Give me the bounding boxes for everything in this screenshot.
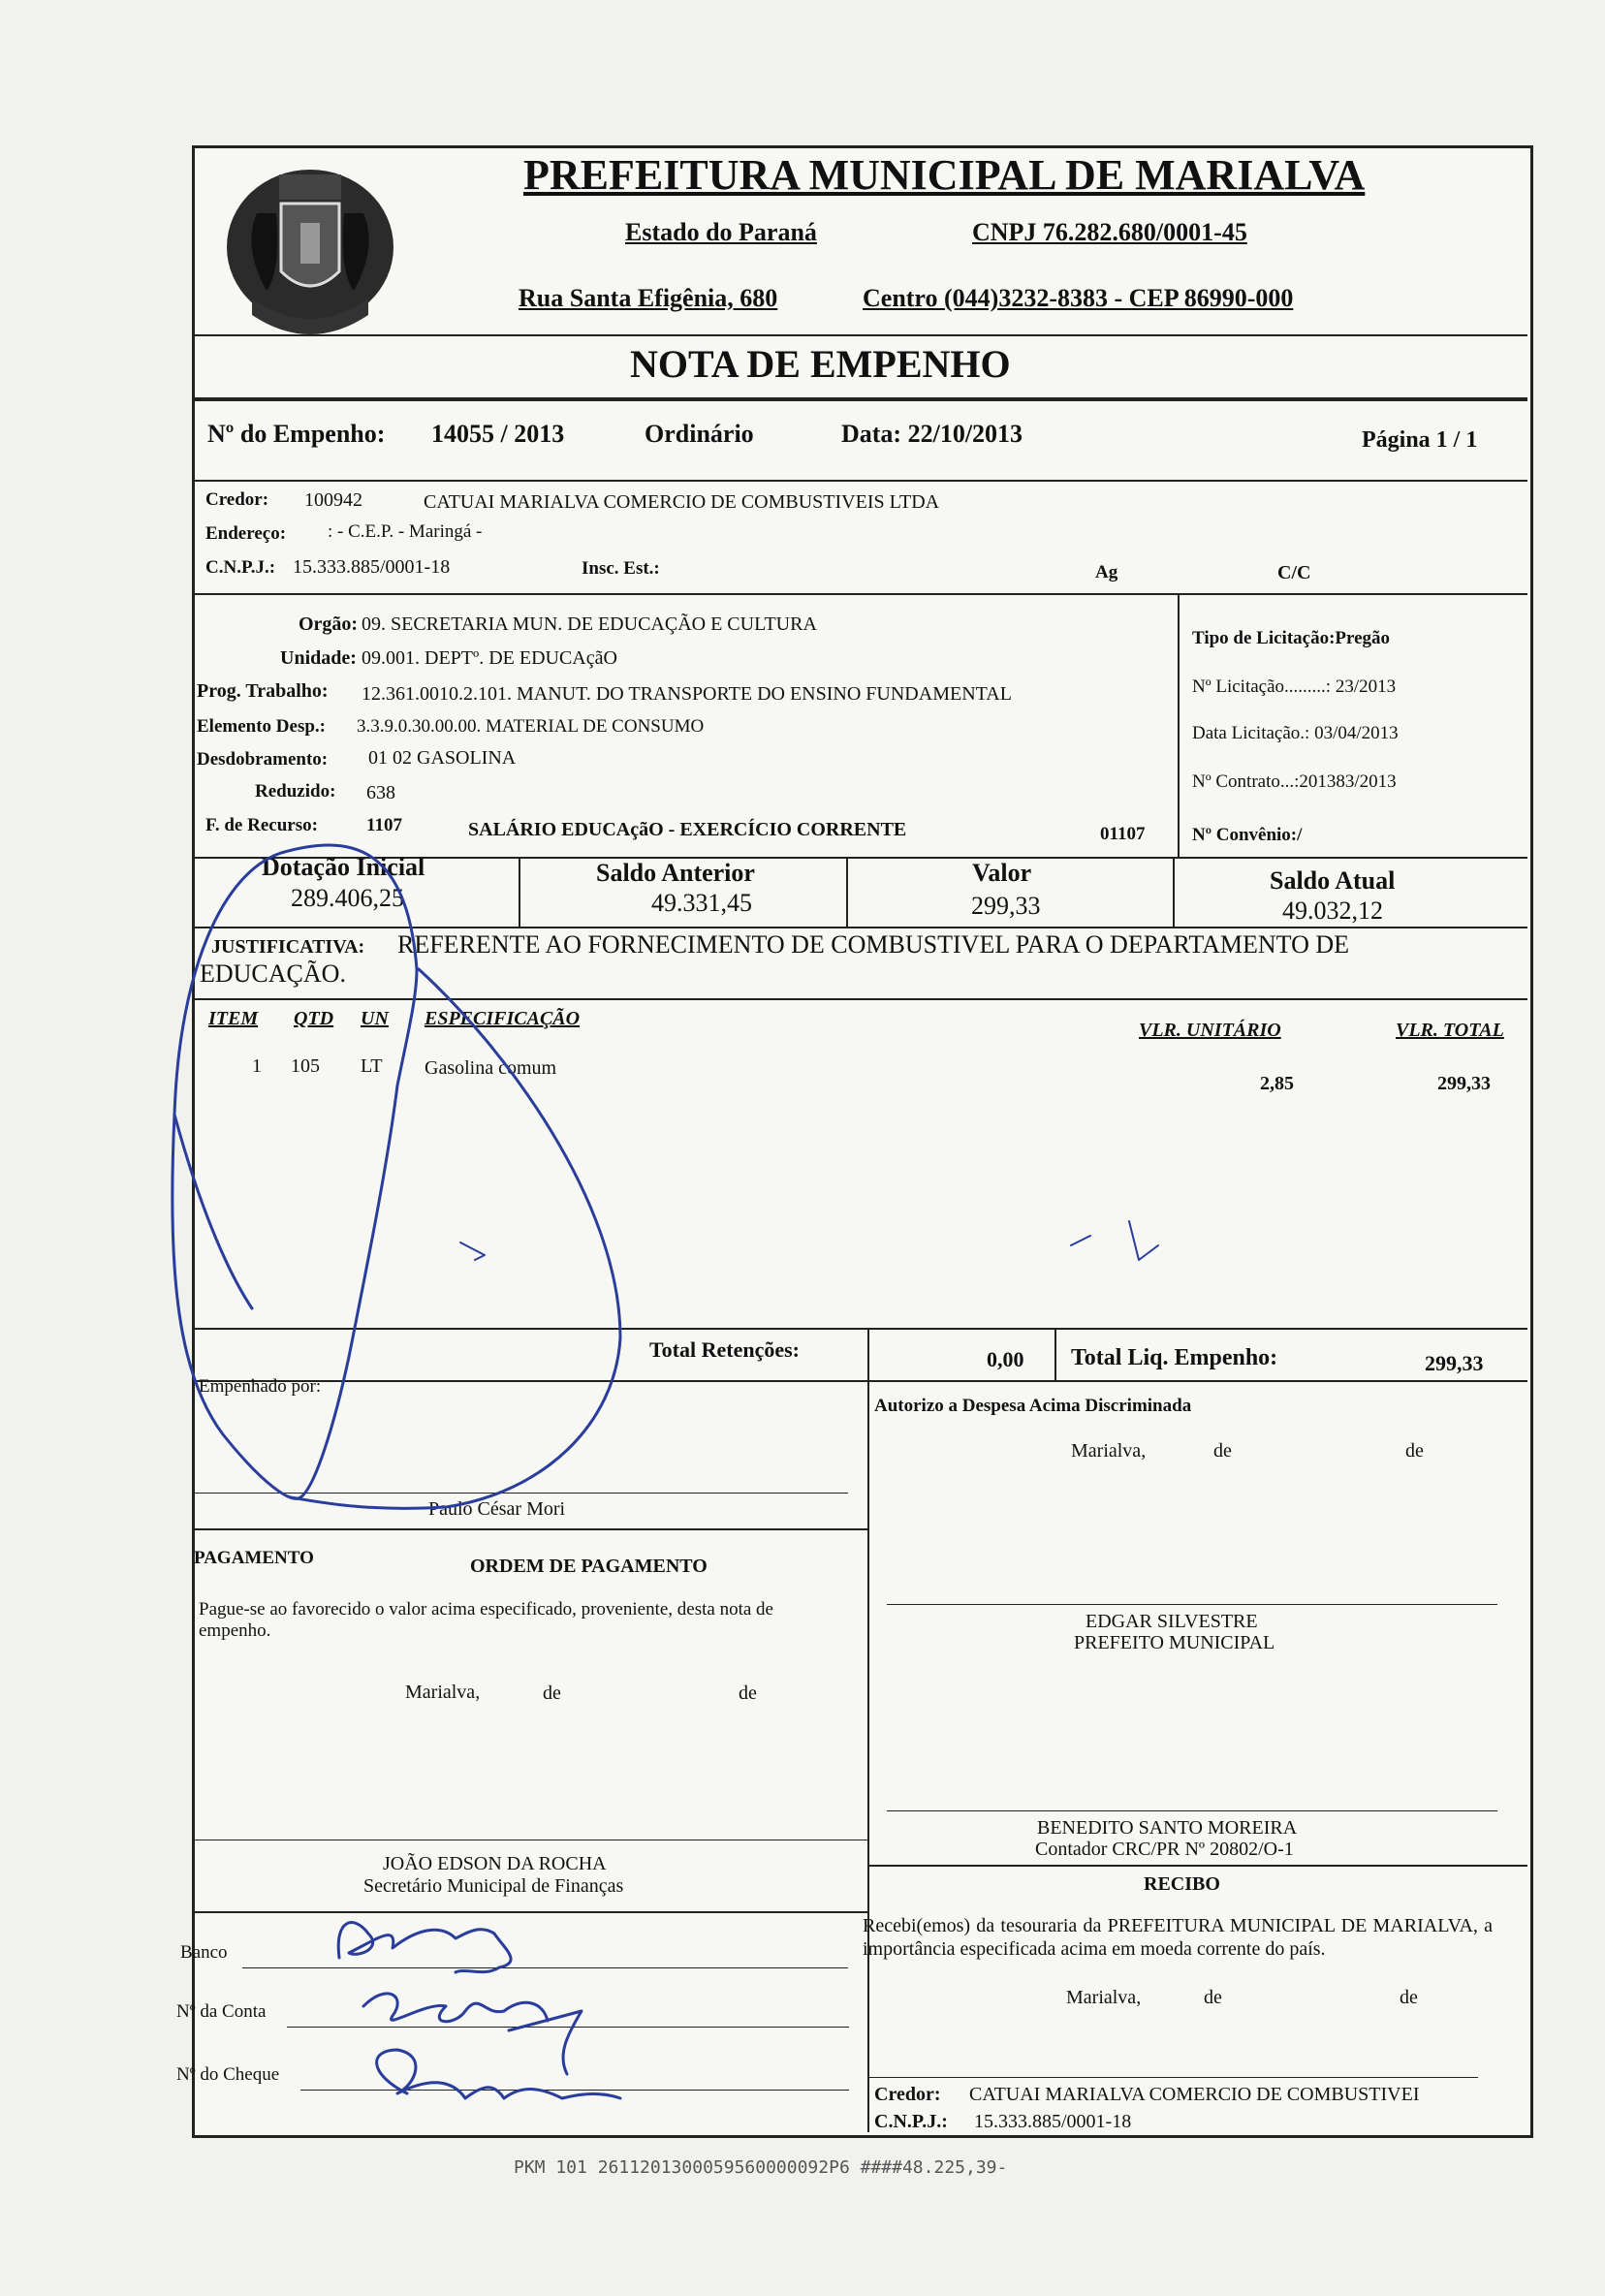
orgao-label: Orgão:: [299, 613, 359, 635]
autorizo-de-2: de: [1405, 1440, 1424, 1462]
licitacao-date: Data Licitação.: 03/04/2013: [1192, 723, 1399, 743]
recibo-cnpj-label: C.N.P.J.:: [874, 2111, 948, 2132]
column-header-item: ITEM: [208, 1008, 259, 1029]
licitacao-number: Nº Licitação.........: 23/2013: [1192, 676, 1397, 697]
creditor-address-label: Endereço:: [205, 523, 287, 544]
pagamento-de-1: de: [543, 1683, 561, 1704]
total-liquido-value: 299,33: [1425, 1351, 1484, 1375]
reduzido-value: 638: [366, 782, 395, 803]
elemento-value: 3.3.9.0.30.00.00. MATERIAL DE CONSUMO: [357, 716, 705, 737]
fonte-recurso-desc: SALÁRIO EDUCAçãO - EXERCÍCIO CORRENTE: [468, 819, 907, 840]
pague-se-text: Pague-se ao favorecido o valor acima especificado, proveniente, desta nota de empenho.: [199, 1599, 773, 1641]
cheque-label: Nº do Cheque: [176, 2064, 280, 2085]
dotacao-inicial-value: 289.406,25: [291, 884, 404, 912]
contador-title: Contador CRC/PR Nº 20802/O-1: [1035, 1839, 1294, 1860]
pagamento-label: PAGAMENTO: [194, 1548, 314, 1568]
prefeito-title: PREFEITO MUNICIPAL: [1074, 1632, 1275, 1653]
recibo-credor-label: Credor:: [874, 2084, 941, 2105]
saldo-atual-label: Saldo Atual: [1270, 866, 1396, 895]
elemento-label: Elemento Desp.:: [197, 716, 326, 737]
bank-stamp: PKM 101 2611201300059560000092P6 ####48.225,39-: [514, 2157, 1008, 2178]
unidade-value: 09.001. DEPTº. DE EDUCAçãO: [362, 647, 617, 669]
account-label: C/C: [1277, 562, 1311, 583]
total-retencoes-label: Total Retenções:: [649, 1337, 800, 1362]
column-header-un: UN: [361, 1008, 389, 1029]
ordem-pagamento-label: ORDEM DE PAGAMENTO: [470, 1556, 708, 1577]
empenho-type: Ordinário: [645, 420, 754, 448]
recibo-city: Marialva,: [1066, 1987, 1142, 2008]
agency-label: Ag: [1095, 562, 1118, 582]
municipality-address: Rua Santa Efigênia, 680: [519, 284, 778, 312]
column-header-vlr-total: VLR. TOTAL: [1396, 1020, 1504, 1041]
saldo-anterior-label: Saldo Anterior: [596, 859, 755, 887]
creditor-name: CATUAI MARIALVA COMERCIO DE COMBUSTIVEIS LTDA: [424, 491, 940, 513]
creditor-address: : - C.E.P. - Maringá -: [328, 521, 483, 542]
justificativa-label: JUSTIFICATIVA:: [211, 936, 365, 958]
total-liquido-label: Total Liq. Empenho:: [1071, 1345, 1278, 1370]
justificativa-text: REFERENTE AO FORNECIMENTO DE COMBUSTIVEL PARA O DEPARTAMENTO DE: [397, 930, 1350, 959]
fonte-recurso-label: F. de Recurso:: [205, 815, 318, 835]
autorizo-label: Autorizo a Despesa Acima Discriminada: [874, 1396, 1192, 1416]
secretario-title: Secretário Municipal de Finanças: [363, 1875, 624, 1897]
row-qtd: 105: [291, 1055, 320, 1077]
recibo-credor-name: CATUAI MARIALVA COMERCIO DE COMBUSTIVEI: [969, 2084, 1420, 2105]
autorizo-city: Marialva,: [1071, 1440, 1147, 1462]
recibo-label: RECIBO: [1144, 1873, 1220, 1895]
desdobramento-label: Desdobramento:: [197, 749, 329, 770]
licitacao-type: Tipo de Licitação:Pregão: [1192, 628, 1391, 648]
saldo-anterior-value: 49.331,45: [651, 889, 752, 917]
document-title: NOTA DE EMPENHO: [630, 342, 1011, 386]
justificativa-text-continued: EDUCAÇÃO.: [200, 959, 346, 988]
municipality-cnpj: CNPJ 76.282.680/0001-45: [972, 218, 1247, 246]
creditor-code: 100942: [304, 489, 362, 511]
row-especificacao: Gasolina comum: [425, 1057, 557, 1079]
creditor-label: Credor:: [205, 489, 269, 510]
orgao-value: 09. SECRETARIA MUN. DE EDUCAÇÃO E CULTURA: [362, 613, 817, 635]
municipality-title: PREFEITURA MUNICIPAL DE MARIALVA: [523, 151, 1366, 199]
recibo-text: Recebi(emos) da tesouraria da PREFEITURA MUNICIPAL DE MARIALVA, a importância especificada acima em moeda corrente do país.: [863, 1915, 1493, 1960]
prefeito-name: EDGAR SILVESTRE: [1086, 1611, 1258, 1632]
creditor-cnpj: 15.333.885/0001-18: [293, 556, 451, 578]
dotacao-inicial-label: Dotação Inicial: [262, 853, 425, 881]
saldo-atual-value: 49.032,12: [1282, 896, 1383, 925]
row-vlr-unitario: 2,85: [1260, 1073, 1294, 1094]
row-un: LT: [361, 1055, 383, 1077]
contador-name: BENEDITO SANTO MOREIRA: [1037, 1817, 1298, 1839]
conta-label: Nº da Conta: [176, 2001, 267, 2022]
convenio-number: Nº Convênio:/: [1192, 825, 1303, 845]
valor-value: 299,33: [971, 892, 1041, 920]
banco-label: Banco: [180, 1942, 228, 1963]
empenhado-por-label: Empenhado por:: [199, 1376, 322, 1397]
column-header-especificacao: ESPECIFICAÇÃO: [425, 1008, 581, 1029]
prog-trabalho-label: Prog. Trabalho:: [197, 680, 329, 702]
state-name: Estado do Paraná: [625, 218, 817, 246]
secretario-name: JOÃO EDSON DA ROCHA: [383, 1853, 607, 1874]
unidade-label: Unidade:: [280, 647, 357, 669]
insc-est-label: Insc. Est.:: [582, 558, 660, 579]
pagamento-de-2: de: [739, 1683, 757, 1704]
empenho-number-label: Nº do Empenho:: [207, 420, 386, 448]
row-item: 1: [252, 1055, 262, 1077]
creditor-cnpj-label: C.N.P.J.:: [205, 557, 276, 578]
recibo-de-1: de: [1204, 1987, 1222, 2008]
empenho-number: 14055 / 2013: [431, 420, 565, 448]
autorizo-de-1: de: [1213, 1440, 1232, 1462]
column-header-qtd: QTD: [294, 1008, 334, 1029]
empenho-date: Data: 22/10/2013: [841, 420, 1023, 448]
municipality-phone-cep: Centro (044)3232-8383 - CEP 86990-000: [863, 284, 1294, 312]
empenhado-signer-name: Paulo César Mori: [428, 1498, 566, 1520]
desdobramento-value: 01 02 GASOLINA: [368, 747, 517, 769]
prog-trabalho-value: 12.361.0010.2.101. MANUT. DO TRANSPORTE DO ENSINO FUNDAMENTAL: [362, 683, 1012, 705]
recibo-de-2: de: [1400, 1987, 1418, 2008]
fonte-recurso-num: 01107: [1100, 824, 1146, 844]
valor-label: Valor: [972, 859, 1032, 887]
total-retencoes-value: 0,00: [987, 1347, 1024, 1371]
column-header-vlr-unitario: VLR. UNITÁRIO: [1139, 1020, 1281, 1041]
fonte-recurso-code: 1107: [366, 815, 402, 835]
contrato-number: Nº Contrato...:201383/2013: [1192, 771, 1397, 792]
pagamento-city: Marialva,: [405, 1682, 481, 1703]
reduzido-label: Reduzido:: [255, 781, 336, 802]
page-number: Página 1 / 1: [1362, 427, 1478, 453]
row-vlr-total: 299,33: [1437, 1073, 1491, 1094]
recibo-cnpj-value: 15.333.885/0001-18: [974, 2111, 1132, 2132]
